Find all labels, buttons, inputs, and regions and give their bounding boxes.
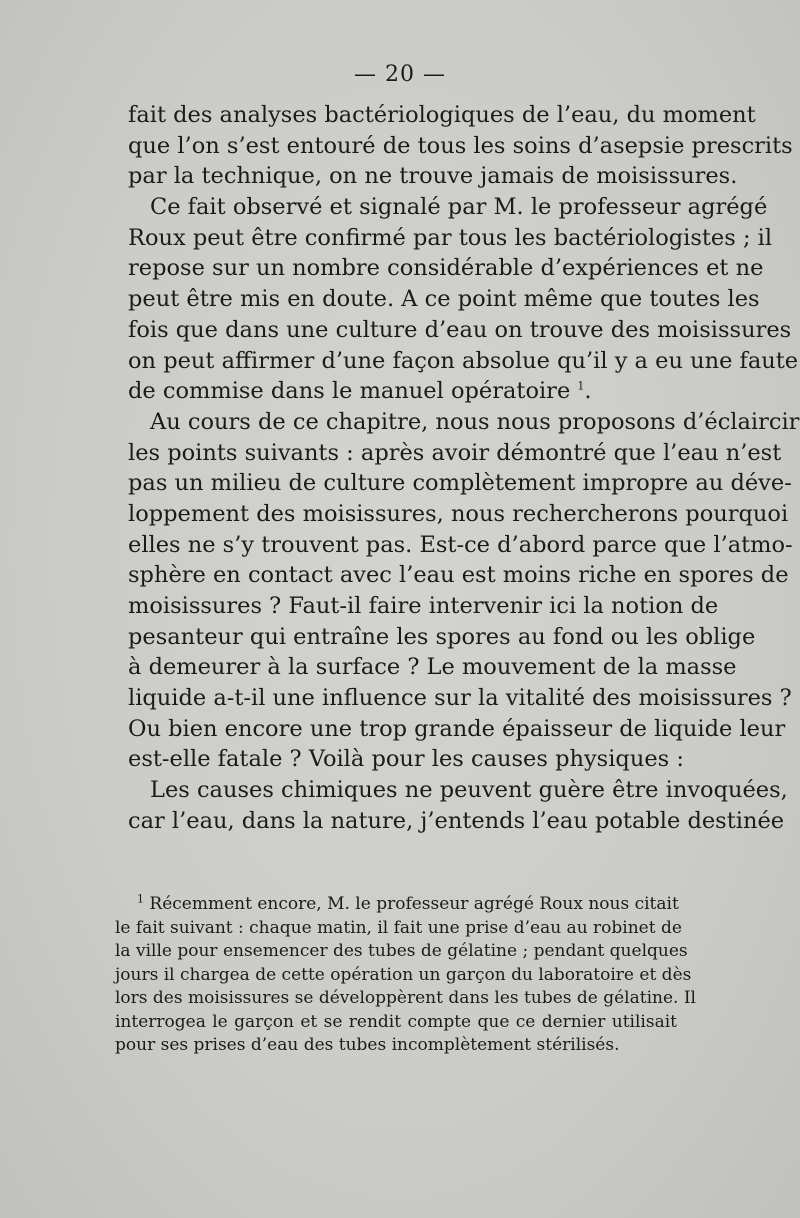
text-line: pas un milieu de culture complètement impropre au déve- xyxy=(128,470,792,497)
footnote-line: jours il chargea de cette opération un garçon du laboratoire et dès xyxy=(115,964,692,985)
paragraph xyxy=(128,100,793,192)
footnote-line: la ville pour ensemencer des tubes de gélatine ; pendant quelques xyxy=(115,941,688,961)
footnote-line: pour ses prises d’eau des tubes incomplètement stérilisés. xyxy=(115,1035,620,1055)
text-line: Au cours de ce chapitre, nous nous proposons d’éclaircir xyxy=(150,408,800,435)
paragraph xyxy=(128,407,800,775)
text-line: Ce fait observé et signalé par M. le professeur agrégé xyxy=(150,194,768,221)
footnote-reference: 1 xyxy=(577,379,585,393)
text-line: est-elle fatale ? Voilà pour les causes physiques : xyxy=(128,746,684,773)
text-segment: Récemment encore, M. le professeur agrégé Roux nous citait xyxy=(149,894,679,914)
footnote-line: lors des moisissures se développèrent dans les tubes de gélatine. Il xyxy=(115,988,696,1008)
text-line: sphère en contact avec l’eau est moins riche en spores de xyxy=(128,562,789,589)
text-line: loppement des moisissures, nous rechercherons pourquoi xyxy=(128,500,789,527)
footnote-line: le fait suivant : chaque matin, il fait une prise d’eau au robinet de xyxy=(115,917,682,938)
footnote-marker: 1 xyxy=(137,892,144,906)
text-line: liquide a-t-il une influence sur la vitalité des moisissures ? xyxy=(128,685,792,712)
text-line: Roux peut être confirmé par tous les bactériologistes ; il xyxy=(128,224,773,251)
text-line: par la technique, on ne trouve jamais de moisissures. xyxy=(128,163,738,190)
text-line: on peut affirmer d’une façon absolue qu’il y a eu une faute xyxy=(128,347,799,374)
paragraph xyxy=(128,192,799,407)
punctuation: . xyxy=(584,378,592,405)
text-line: pesanteur qui entraîne les spores au fond ou les oblige xyxy=(128,623,756,650)
text-segment: de commise dans le manuel opératoire xyxy=(128,378,571,405)
text-line: car l’eau, dans la nature, j’entends l’eau potable destinée xyxy=(128,807,785,834)
text-line: Ou bien encore une trop grande épaisseur de liquide leur xyxy=(128,715,786,742)
footnote xyxy=(115,892,696,1058)
footnote-line: interrogea le garçon et se rendit compte que ce dernier utilisait xyxy=(115,1011,677,1032)
footnote-line xyxy=(115,893,677,917)
text-line: peut être mis en doute. A ce point même que toutes les xyxy=(128,286,760,313)
page-number: — 20 — xyxy=(354,62,446,87)
text-line: repose sur un nombre considérable d’expériences et ne xyxy=(128,255,764,282)
text-line-with-note xyxy=(128,376,683,407)
paragraph xyxy=(128,775,788,836)
text-line: que l’on s’est entouré de tous les soins d’asepsie prescrits xyxy=(128,132,793,159)
text-line: à demeurer à la surface ? Le mouvement de la masse xyxy=(128,654,737,681)
text-line: moisissures ? Faut-il faire intervenir ici la notion de xyxy=(128,593,719,619)
text-line: fois que dans une culture d’eau on trouve des moisissures xyxy=(128,316,792,343)
text-line: fait des analyses bactériologiques de l’eau, du moment xyxy=(128,102,756,128)
text-line: elles ne s’y trouvent pas. Est-ce d’abord parce que l’atmo- xyxy=(128,531,793,558)
text-line: Les causes chimiques ne peuvent guère être invoquées, xyxy=(150,777,788,804)
main-text xyxy=(128,100,800,837)
text-line: les points suivants : après avoir démontré que l’eau n’est xyxy=(128,439,782,466)
